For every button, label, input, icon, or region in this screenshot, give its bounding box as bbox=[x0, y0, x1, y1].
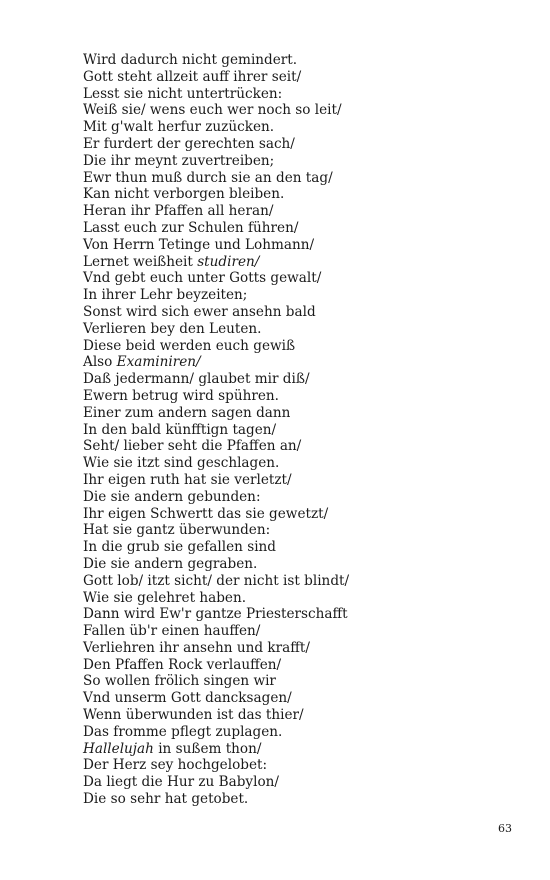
poem-line bbox=[83, 304, 503, 321]
poem-line bbox=[83, 186, 503, 203]
poem-line bbox=[83, 119, 503, 136]
poem-line bbox=[83, 640, 503, 657]
poem-line-text: Diese beid werden euch gewiß bbox=[83, 337, 296, 354]
poem-line-text: Hat sie gantz überwunden: bbox=[83, 522, 271, 539]
poem-line-text: Der Herz sey hochgelobet: bbox=[83, 757, 268, 774]
poem-line bbox=[83, 774, 503, 791]
poem-line bbox=[83, 539, 503, 556]
poem-line bbox=[83, 522, 503, 539]
poem-line bbox=[83, 438, 503, 455]
poem-line bbox=[83, 690, 503, 707]
poem-line-text: Also bbox=[83, 354, 117, 371]
poem-line bbox=[83, 354, 503, 371]
poem-line bbox=[83, 472, 503, 489]
poem-line-text: Da liegt die Hur zu Babylon/ bbox=[83, 774, 279, 791]
poem-line bbox=[83, 102, 503, 119]
poem-line-italic-text: studiren/ bbox=[197, 253, 260, 270]
poem-line-text: Lernet weißheit bbox=[83, 253, 198, 270]
poem-line-text: Mit g'walt herfur zuzücken. bbox=[83, 119, 275, 136]
poem-line-text: Gott steht allzeit auff ihrer seit/ bbox=[83, 68, 302, 85]
poem-line bbox=[83, 455, 503, 472]
poem-line-text: Die ihr meynt zuvertreiben; bbox=[83, 152, 275, 169]
poem-line-text: Vnd unserm Gott dancksagen/ bbox=[83, 690, 292, 707]
poem-line-text: in sußem thon/ bbox=[153, 740, 262, 757]
poem-line-text: Wie sie gelehret haben. bbox=[83, 589, 247, 606]
poem-line-text: Einer zum andern sagen dann bbox=[83, 404, 291, 421]
poem-line bbox=[83, 606, 503, 623]
poem-line bbox=[83, 388, 503, 405]
poem-line bbox=[83, 69, 503, 86]
poem-line-text: Die sie andern gebunden: bbox=[83, 488, 261, 505]
poem-line bbox=[83, 170, 503, 187]
poem-line-text: Ewr thun muß durch sie an den tag/ bbox=[83, 169, 333, 186]
poem-line-text: Dann wird Ew'r gantze Priesterschafft bbox=[83, 606, 348, 623]
poem-line bbox=[83, 254, 503, 271]
poem-line-text: Ihr eigen ruth hat sie verletzt/ bbox=[83, 471, 292, 488]
poem-line bbox=[83, 270, 503, 287]
poem-line-text: Ihr eigen Schwertt das sie gewetzt/ bbox=[83, 505, 329, 522]
page-number: 63 bbox=[498, 822, 512, 835]
poem-line bbox=[83, 573, 503, 590]
poem-line bbox=[83, 791, 503, 808]
poem-line-text: Von Herrn Tetinge und Lohmann/ bbox=[83, 236, 315, 253]
poem-line-text: Den Pfaffen Rock verlauffen/ bbox=[83, 656, 282, 673]
poem-line-text: In ihrer Lehr beyzeiten; bbox=[83, 287, 248, 304]
poem-line-text: Die so sehr hat getobet. bbox=[83, 791, 249, 808]
poem-line-text: Lesst sie nicht untertrücken: bbox=[83, 85, 283, 102]
poem-line-text: Wird dadurch nicht gemindert. bbox=[83, 52, 298, 68]
poem-line-text: In den bald künfftign tagen/ bbox=[83, 421, 277, 438]
poem-line bbox=[83, 371, 503, 388]
poem-line-text: Die sie andern gegraben. bbox=[83, 555, 258, 572]
poem-line-text: Ewern betrug wird spühren. bbox=[83, 387, 279, 404]
poem-line-text: Weiß sie/ wens euch wer noch so leit/ bbox=[83, 102, 342, 119]
poem-line bbox=[83, 220, 503, 237]
poem-line-text: Vnd gebt euch unter Gotts gewalt/ bbox=[83, 270, 322, 287]
poem-line-text: Lasst euch zur Schulen führen/ bbox=[83, 219, 299, 236]
poem-line-text: In die grub sie gefallen sind bbox=[83, 539, 277, 556]
poem-line bbox=[83, 136, 503, 153]
poem-line bbox=[83, 506, 503, 523]
poem-line-text: Wenn überwunden ist das thier/ bbox=[83, 707, 304, 724]
poem-line bbox=[83, 237, 503, 254]
poem-line bbox=[83, 52, 503, 69]
poem-line-text: Wie sie itzt sind geschlagen. bbox=[83, 455, 280, 472]
poem-line bbox=[83, 757, 503, 774]
poem-line bbox=[83, 673, 503, 690]
poem-line-text: Verliehren ihr ansehn und krafft/ bbox=[83, 639, 310, 656]
poem-line bbox=[83, 489, 503, 506]
poem-line-text: So wollen frölich singen wir bbox=[83, 673, 276, 690]
poem-line-italic-text: Hallelujah bbox=[83, 740, 154, 757]
poem-line-italic-text: Examiniren/ bbox=[116, 354, 201, 371]
poem-line-text: Fallen üb'r einen hauffen/ bbox=[83, 623, 261, 640]
poem-text-block bbox=[83, 52, 503, 808]
poem-line bbox=[83, 287, 503, 304]
poem-line bbox=[83, 86, 503, 103]
poem-line-text: Gott lob/ itzt sicht/ der nicht ist blindt/ bbox=[83, 572, 350, 589]
poem-line-text: Verlieren bey den Leuten. bbox=[83, 320, 262, 337]
poem-line bbox=[83, 590, 503, 607]
poem-line bbox=[83, 338, 503, 355]
poem-line bbox=[83, 724, 503, 741]
poem-line bbox=[83, 405, 503, 422]
poem-line bbox=[83, 707, 503, 724]
poem-line-text: Kan nicht verborgen bleiben. bbox=[83, 186, 285, 203]
poem-line bbox=[83, 203, 503, 220]
poem-line bbox=[83, 422, 503, 439]
poem-line bbox=[83, 153, 503, 170]
poem-line bbox=[83, 556, 503, 573]
poem-line-text: Heran ihr Pfaffen all heran/ bbox=[83, 203, 274, 220]
poem-line-text: Er furdert der gerechten sach/ bbox=[83, 135, 295, 152]
poem-line-text: Das fromme pflegt zuplagen. bbox=[83, 723, 283, 740]
poem-line bbox=[83, 623, 503, 640]
poem-line-text: Seht/ lieber seht die Pfaffen an/ bbox=[83, 438, 302, 455]
poem-line-text: Sonst wird sich ewer ansehn bald bbox=[83, 303, 316, 320]
poem-line bbox=[83, 657, 503, 674]
poem-line bbox=[83, 741, 503, 758]
poem-line bbox=[83, 321, 503, 338]
poem-line-text: Daß jedermann/ glaubet mir diß/ bbox=[83, 371, 310, 388]
